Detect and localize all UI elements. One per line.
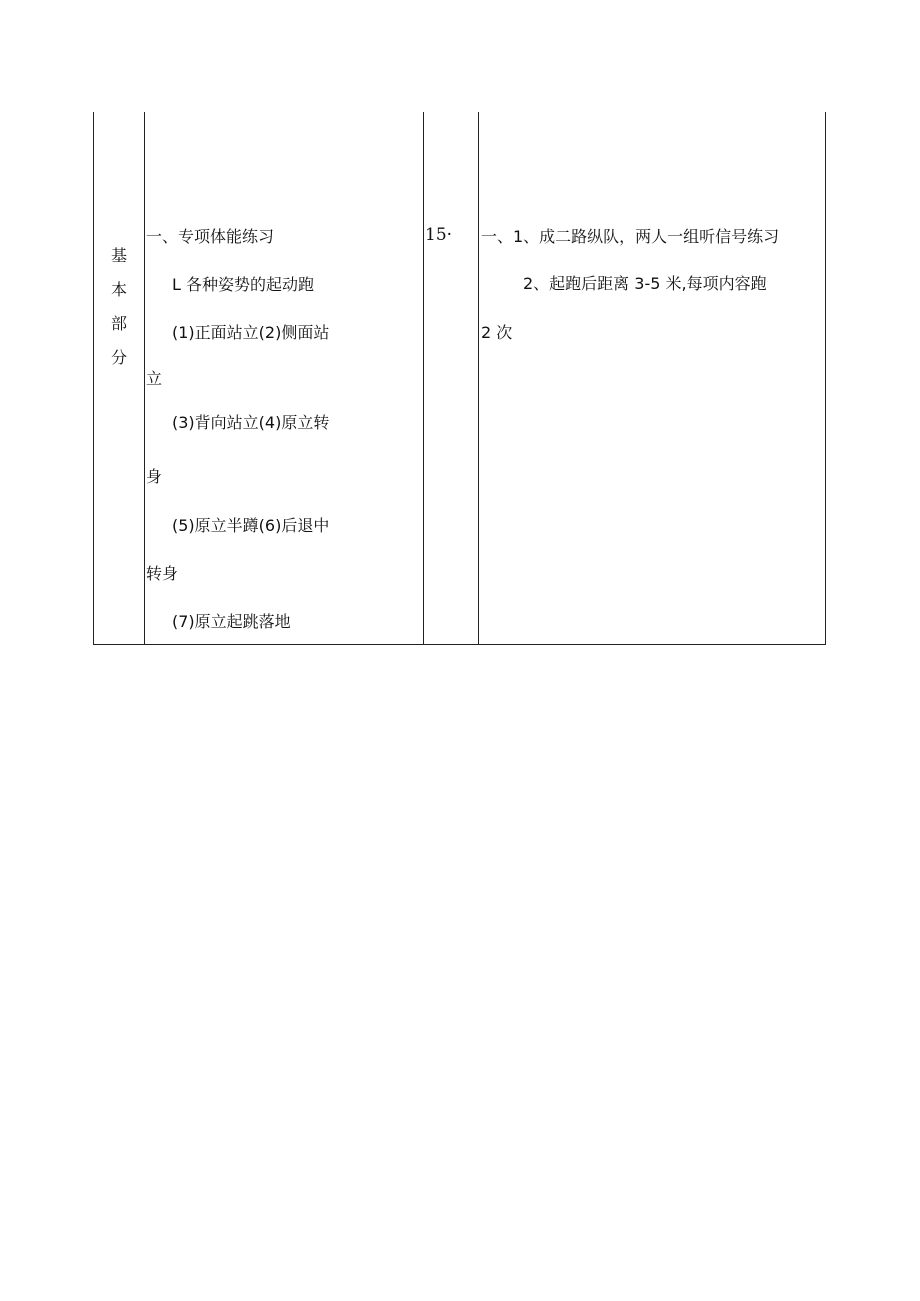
section-label [94, 246, 144, 382]
method-line: 2 次 [481, 323, 513, 342]
section-label-char: 分 [110, 348, 127, 367]
column-divider [144, 112, 145, 644]
section-label-char: 本 [110, 280, 127, 299]
content-line: 一、专项体能练习 [146, 227, 275, 246]
time-value: 15· [425, 225, 453, 245]
column-divider [423, 112, 424, 644]
section-label-char: 部 [110, 314, 127, 333]
method-line: 2、起跑后距离 3-5 米,每项内容跑 [523, 274, 767, 293]
lesson-plan-table [93, 112, 826, 645]
content-line: 身 [146, 467, 163, 486]
section-label-char: 基 [110, 246, 127, 265]
method-line: 一、1、成二路纵队，两人一组听信号练习 [481, 227, 780, 246]
content-line: L 各种姿势的起动跑 [172, 275, 315, 294]
content-line: (5)原立半蹲(6)后退中 [172, 516, 330, 535]
content-line: 立 [146, 369, 163, 388]
column-divider [478, 112, 479, 644]
content-line: (3)背向站立(4)原立转 [172, 413, 330, 432]
content-line: 转身 [146, 564, 179, 583]
content-line: (7)原立起跳落地 [172, 612, 291, 631]
content-line: (1)正面站立(2)侧面站 [172, 323, 330, 342]
